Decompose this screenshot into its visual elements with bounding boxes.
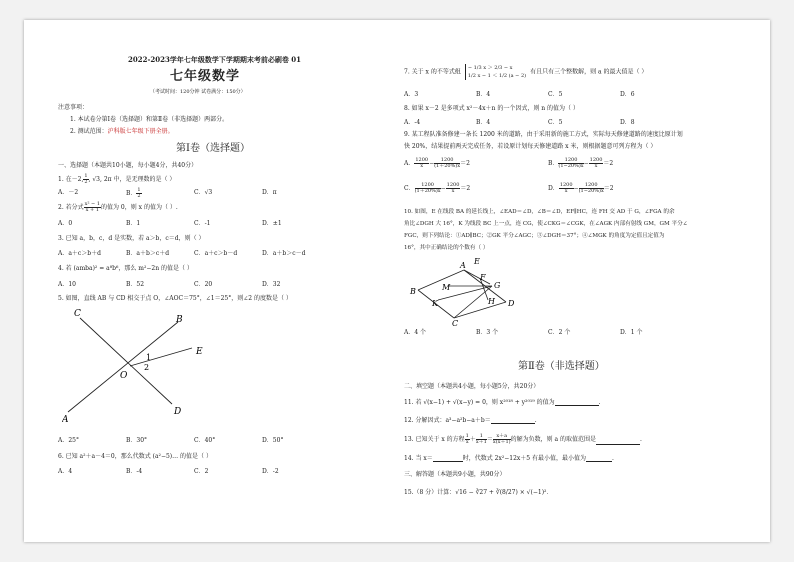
q4-option-c[interactable]: C．20 (194, 281, 213, 288)
label-A: A (62, 415, 69, 424)
label-E: E (474, 257, 480, 266)
q3-option-b[interactable]: B．a＋b＞c＋d (126, 250, 170, 257)
q8-option-c[interactable]: C．5 (548, 119, 563, 126)
label-M: M (442, 283, 451, 292)
q7-option-d[interactable]: D．6 (620, 91, 635, 98)
question-10-line-3: FGC，则下列结论：①AD∥BC；②GK 平分∠AGC；③∠DGH＝37°；④∠MGK 的角度为定值且定值为 (404, 233, 665, 239)
q4-option-b[interactable]: B．52 (126, 281, 145, 288)
question-10-line-1: 10. 如图，E 在线段 BA 的延长线上，∠EAD＝∠D，∠B＝∠D，EF∥HC，连 FH 交 AD 于 G，∠FGA 的余 (404, 209, 675, 215)
q1-option-c[interactable]: C．√3 (194, 189, 213, 196)
q13-answer-blank[interactable] (596, 439, 640, 445)
label-A: A (460, 261, 466, 270)
question-15: 15.（8 分）计算：√16 − ∛27 + ∛(8/27) × √(−1)²． (404, 489, 553, 496)
notes-item-2: 2. 测试范围：沪科版七年级下册全册。 (70, 128, 174, 135)
label-D: D (508, 299, 515, 308)
label-H: H (488, 297, 495, 306)
angle-figure (62, 304, 212, 424)
q3-option-c[interactable]: C．a＋c＞b－d (194, 250, 238, 257)
question-12: 12. 分解因式：a³−a²b−a＋b＝ . (404, 417, 537, 424)
label-F: F (480, 273, 486, 282)
q5-option-a[interactable]: A．25° (58, 437, 79, 444)
question-9-line-2: 快 20%，结果提前两天完成任务，若设原计划每天修建道路 x 米，则根据题意可列方程为（ ） (404, 143, 657, 150)
q6-option-b[interactable]: B．-4 (126, 468, 143, 475)
q9-option-d[interactable]: D． $\frac{1200}{x}$ − $\frac{1200}{(1-20\%)x}$ ＝2 (548, 182, 614, 194)
angle-1-label: 1 (146, 353, 152, 362)
q9-option-b[interactable]: B． $\frac{1200}{(1-20\%)x}$ − $\frac{1200}{x}$ ＝2 (548, 157, 614, 169)
label-O: O (120, 371, 128, 381)
question-9-line-1: 9. 某工程队准备修建一条长 1200 米的道路，由于采用新的施工方式，实际每天修建道路的速度比原计划 (404, 131, 683, 138)
q5-option-c[interactable]: C．40° (194, 437, 216, 444)
question-14: 14. 当 x＝ 时，代数式 2x²−12x＋5 有最小值，最小值为 . (404, 455, 614, 462)
q3-option-d[interactable]: D．a＋b＞c－d (262, 250, 306, 257)
exam-page (24, 20, 770, 542)
question-6: 6. 已知 a²＋a－4＝0，那么代数式 (a²−5)… 的值是（ ） (58, 453, 212, 460)
inequality-system: − 1/3 x ＞ 2/3 − x 1/2 x − 1 ＜ 1/2 (a − 2) (465, 64, 526, 80)
q8-option-b[interactable]: B．4 (476, 119, 491, 126)
section2-heading: 二、填空题（本题共4小题，每小题5分，共20分） (404, 383, 540, 390)
q4-option-d[interactable]: D．32 (262, 281, 281, 288)
label-K: K (432, 299, 438, 308)
label-E: E (196, 347, 203, 357)
label-C: C (74, 309, 81, 319)
section3-heading: 三、解答题（本题共9小题，共90分） (404, 471, 506, 478)
ray-OE (130, 348, 192, 366)
q12-answer-blank[interactable] (491, 418, 535, 424)
question-10-line-2: 角比∠DGH 大 16°，K 为线段 BC 上一点，连 CG，使∠CKG＝∠CGK，在∠AGK 内部有射线 GM，GM 平分∠ (404, 221, 688, 227)
question-11: 11. 若 √(x−1) + √(x−y) = 0，则 x²⁰¹⁸ + y²⁰¹⁹ 的值为 . (404, 399, 601, 406)
q7-option-c[interactable]: C．5 (548, 91, 563, 98)
part2-title: 第Ⅱ卷（非选择题） (518, 361, 605, 372)
q10-option-b[interactable]: B．3 个 (476, 329, 499, 336)
q7-option-b[interactable]: B．4 (476, 91, 491, 98)
exam-info: （考试时间：120分钟 试卷满分：150分） (150, 89, 246, 95)
notes-heading: 注意事项： (58, 104, 89, 111)
q2-option-b[interactable]: B．1 (126, 220, 141, 227)
q10-option-c[interactable]: C．2 个 (548, 329, 571, 336)
q5-option-b[interactable]: B．30° (126, 437, 148, 444)
question-7: 7. 关于 x 的不等式组 − 1/3 x ＞ 2/3 − x 1/2 x − 1 ＜ 1/2 (a − 2) 有且只有三个整数解，则 a 的最大值是（ ） (404, 65, 648, 79)
q6-option-c[interactable]: C．2 (194, 468, 209, 475)
label-G: G (494, 281, 501, 290)
q1-option-b[interactable]: B． $\frac{1}{2}$ (126, 187, 141, 199)
test-scope: 沪科版七年级下册全册。 (107, 128, 174, 135)
question-2: 2. 若分式 $\frac{\text{x² − 1}}{x + 1}$ 的值为 0，则 x 的值为（ ）. (58, 201, 178, 213)
q1-option-a[interactable]: A．－2 (58, 189, 79, 196)
line-AB (68, 322, 178, 412)
q11-answer-blank[interactable] (555, 400, 599, 406)
q10-option-a[interactable]: A．4 个 (404, 329, 427, 336)
q1-option-d[interactable]: D．π (262, 189, 277, 196)
label-D: D (174, 407, 182, 417)
notes-item-1: 1. 本试卷分第Ⅰ卷（选择题）和第Ⅱ卷（非选择题）两部分。 (70, 116, 229, 123)
q2-option-a[interactable]: A．0 (58, 220, 73, 227)
question-5: 5. 如图，直线 AB 与 CD 相交于点 O，∠AOC＝75°，∠1＝25°，则∠2 的度数是（ ） (58, 295, 292, 302)
q2-option-d[interactable]: D．±1 (262, 220, 282, 227)
q9-option-a[interactable]: A． $\frac{1200}{x}$ − $\frac{1200}{(1+20\%)x}$ ＝2 (404, 157, 470, 169)
subject-title: 七年级数学 (170, 69, 241, 84)
label-C: C (452, 319, 459, 326)
part1-title: 第Ⅰ卷（选择题） (176, 143, 250, 154)
q10-option-d[interactable]: D．1 个 (620, 329, 643, 336)
question-1: 1. 在－2, $\frac{1}{2}$ , √3, 2π 中，是无理数的是（ ） (58, 173, 176, 185)
q7-option-a[interactable]: A．3 (404, 91, 419, 98)
question-8: 8. 如果 x－2 是多项式 x²－4x＋n 的一个因式，则 n 的值为（ ） (404, 105, 579, 112)
question-3: 3. 已知 a，b，c，d 是实数，若 a＞b，c＝d，则（ ） (58, 235, 205, 242)
q6-option-d[interactable]: D．-2 (262, 468, 279, 475)
question-4: 4. 若 (amba)² = a⁸b⁶，那么 m²−2n 的值是（ ） (58, 265, 193, 272)
q8-option-a[interactable]: A．-4 (404, 119, 421, 126)
q2-option-c[interactable]: C．-1 (194, 220, 211, 227)
q14-answer-blank-x[interactable] (433, 456, 463, 462)
q5-option-d[interactable]: D．50° (262, 437, 284, 444)
geometry-figure (408, 256, 528, 326)
q4-option-a[interactable]: A．10 (58, 281, 76, 288)
question-13: 13. 已知关于 x 的方程 $\frac{1}{x}$ ＋ $\frac{1}{x+1}$ ＝ $\frac{x+a}{x(x+1)}$ 的解为负数，则 a 的取值范围是 . (404, 433, 642, 445)
q3-option-a[interactable]: A．a＋c＞b＋d (58, 250, 101, 257)
question-10-line-4: 16°，其中正确结论的个数有（ ） (404, 245, 489, 251)
q14-answer-blank-min[interactable] (586, 456, 612, 462)
label-B: B (176, 315, 183, 325)
section1-heading: 一、选择题（本题共10小题，每小题4分，共40分） (58, 162, 198, 169)
exam-title: 2022-2023学年七年级数学下学期期末考前必刷卷 01 (128, 55, 302, 64)
label-B: B (410, 287, 416, 296)
q6-option-a[interactable]: A．4 (58, 468, 73, 475)
q9-option-c[interactable]: C． $\frac{1200}{(1+20\%)x}$ − $\frac{1200}{x}$ ＝2 (404, 182, 471, 194)
q8-option-d[interactable]: D．8 (620, 119, 635, 126)
angle-2-label: 2 (144, 363, 150, 372)
